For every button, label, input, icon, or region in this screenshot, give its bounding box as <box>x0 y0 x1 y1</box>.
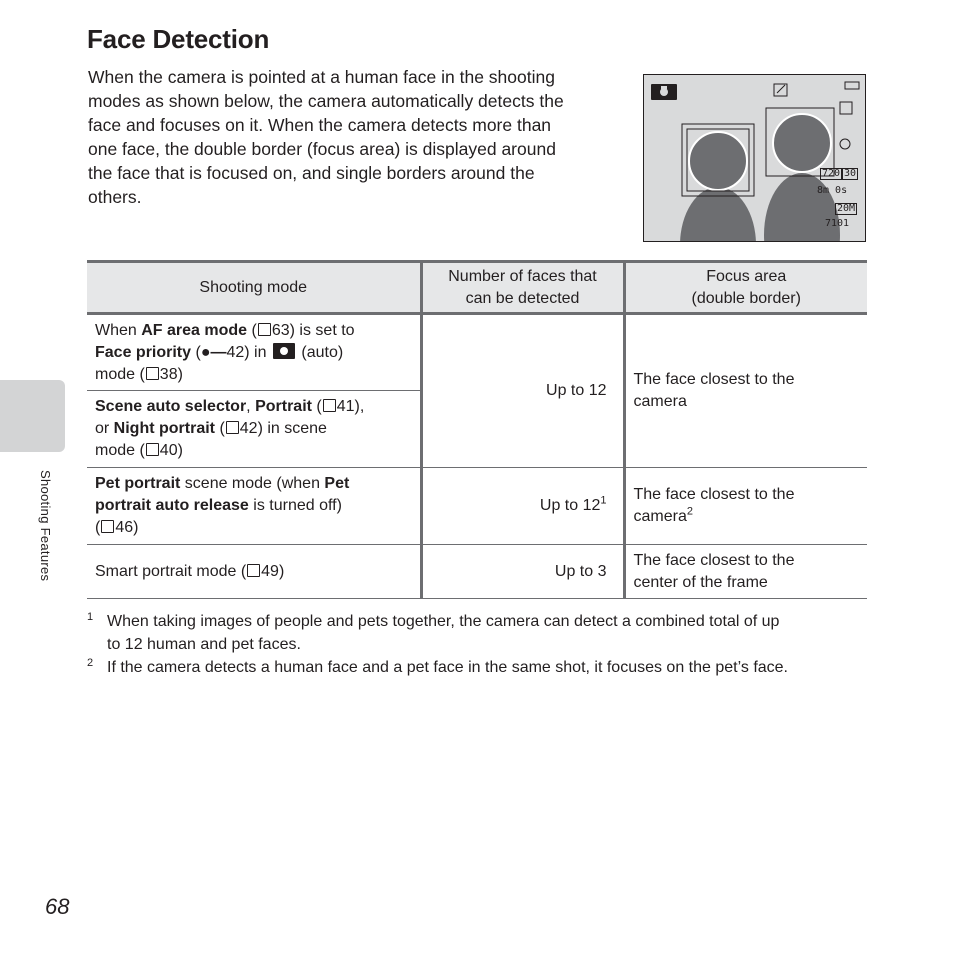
left-person-head <box>689 132 747 190</box>
mode-af-face-priority: When AF area mode ( 63) is set to Face priority (●—42) in (auto) mode ( 38) <box>87 314 421 391</box>
focus-closest-to-camera-pet: The face closest to the camera$^2$ <box>624 468 867 545</box>
header-number-of-faces <box>421 262 624 314</box>
intro-line: modes as shown below, the camera automatically detects the <box>88 91 564 111</box>
right-person-head <box>773 114 831 172</box>
intro-line: When the camera is pointed at a human face in the shooting <box>88 67 555 87</box>
page-number: 68 <box>45 894 70 919</box>
header-shooting-mode: Shooting mode <box>87 262 421 314</box>
faces-illustration <box>644 75 865 241</box>
right-person-body <box>764 173 840 241</box>
footnote-line: If the camera detects a human face and a pet face in the same shot, it focuses on the pet’s face. <box>107 659 788 676</box>
vr-icon <box>840 102 852 114</box>
mode-pet-portrait: Pet portrait scene mode (when Pet portrait auto release is turned off) ( 46) <box>87 468 421 545</box>
faces-up-to-12-pet: Up to $12^1$ <box>421 468 624 545</box>
image-mode-indicator: 20M <box>837 203 856 214</box>
footnote-2 <box>87 656 867 679</box>
page-title: Face Detection <box>87 24 270 54</box>
footnote-line: When taking images of people and pets together, the camera can detect a combined total of up <box>107 613 780 630</box>
exposures-remaining-indicator: 7101 <box>825 218 850 229</box>
book-ref-icon <box>146 443 159 456</box>
table-row <box>87 468 867 545</box>
header-line: Focus area <box>706 267 787 285</box>
motion-icon <box>840 139 850 149</box>
table-row <box>87 314 867 391</box>
chapter-tab <box>0 380 65 452</box>
header-line: (double border) <box>691 289 801 307</box>
intro-line: others. <box>88 187 142 207</box>
faces-up-to-3: Up to 3 <box>421 545 624 599</box>
frame-rate-indicator: 30 <box>844 168 857 179</box>
footnote-mark: 2 <box>87 657 94 669</box>
focus-closest-to-camera: The face closest to the camera <box>624 314 867 468</box>
book-ref-icon <box>247 564 260 577</box>
header-line: can be detected <box>465 289 580 307</box>
movie-time-indicator: 8m 0s <box>817 185 848 196</box>
face-detection-table <box>87 260 867 599</box>
intro-line: face and focuses on it. When the camera detects more than <box>88 115 552 135</box>
camera-screen-illustration <box>643 74 866 242</box>
book-ref-icon <box>258 323 271 336</box>
book-ref-icon <box>101 520 114 533</box>
book-ref-icon <box>226 421 239 434</box>
book-ref-icon <box>146 367 159 380</box>
footnote-line: to 12 human and pet faces. <box>107 636 301 653</box>
footnotes <box>87 610 867 679</box>
intro-line: the face that is focused on, and single borders around the <box>88 163 535 183</box>
focus-closest-to-center: The face closest to the center of the frame <box>624 545 867 599</box>
camera-icon <box>273 343 295 359</box>
header-line: Number of faces that <box>448 267 597 285</box>
table-row <box>87 545 867 599</box>
header-focus-area <box>624 262 867 314</box>
intro-line: one face, the double border (focus area) is displayed around <box>88 139 556 159</box>
table-header-row <box>87 262 867 314</box>
mode-smart-portrait: Smart portrait mode ( 49) <box>87 545 421 599</box>
chapter-label: Shooting Features <box>38 470 53 582</box>
battery-icon <box>845 82 859 89</box>
footnote-mark: 1 <box>87 611 94 623</box>
mode-scene-portrait: Scene auto selector, Portrait ( 41), or Night portrait ( 42) in scene mode ( 40) <box>87 391 421 468</box>
left-person-body <box>680 187 756 241</box>
footnote-1 <box>87 610 867 656</box>
intro-paragraph <box>88 65 623 209</box>
faces-up-to-12: Up to 12 <box>421 314 624 468</box>
movie-size-indicator: 720 <box>822 168 841 179</box>
book-ref-icon <box>323 399 336 412</box>
